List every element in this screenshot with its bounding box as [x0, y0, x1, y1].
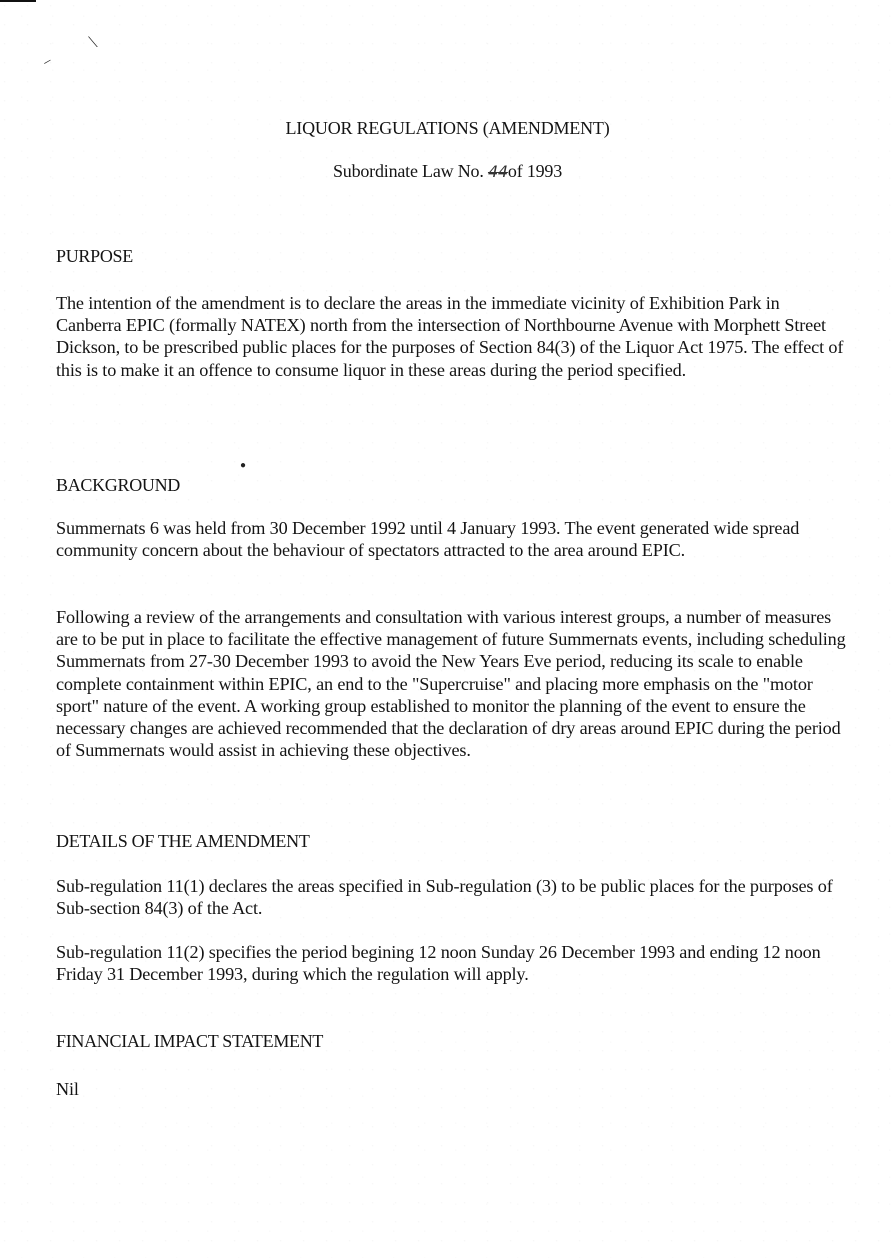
- pen-mark-icon: –: [40, 53, 55, 70]
- subtitle-prefix: Subordinate Law No.: [332, 161, 484, 181]
- document-subtitle: [0, 161, 895, 182]
- background-paragraph-2: Following a review of the arrangements and consultation with various interest groups, a number of measures are to be put in place to facilitate the effective management of future Summernats events, including scheduling Summernats from 27-30 December 1993 to avoid the New Years Eve period, reducing its scale to enable complete containment within EPIC, an end to the "Supercruise" and placing more emphasis on the "motor sport" nature of the event. A working group established to monitor the planning of the event to ensure the necessary changes are achieved recommended that the declaration of dry areas around EPIC during the period of Summernats would assist in achieving these objectives.: [56, 607, 846, 761]
- financial-paragraph: Nil: [56, 1079, 79, 1099]
- details-paragraph-2: Sub-regulation 11(2) specifies the period begining 12 noon Sunday 26 December 1993 and ending 12 noon Friday 31 December 1993, during which the regulation will apply.: [56, 942, 821, 985]
- dot-mark-icon: ●: [240, 460, 247, 471]
- details-paragraph-1: Sub-regulation 11(1) declares the areas specified in Sub-regulation (3) to be public places for the purposes of Sub-section 84(3) of the Act.: [56, 876, 833, 919]
- background-paragraph-1: Summernats 6 was held from 30 December 1992 until 4 January 1993. The event generated wide spread community concern about the behaviour of spectators attracted to the area around EPIC.: [56, 518, 800, 561]
- details-heading: DETAILS OF THE AMENDMENT: [56, 831, 310, 851]
- document-title: LIQUOR REGULATIONS (AMENDMENT): [285, 118, 610, 138]
- financial-heading: FINANCIAL IMPACT STATEMENT: [56, 1031, 324, 1051]
- subtitle-suffix: of 1993: [507, 161, 563, 181]
- handwritten-law-number: 44: [487, 162, 508, 181]
- purpose-heading: PURPOSE: [56, 246, 133, 266]
- background-heading: BACKGROUND: [56, 475, 181, 495]
- tick-mark-icon: ⟍: [88, 36, 98, 51]
- purpose-paragraph: The intention of the amendment is to declare the areas in the immediate vicinity of Exhibition Park in Canberra EPIC (formally NATEX) north from the intersection of Northbourne Avenue with Morphett Street Dickson, to be prescribed public places for the purposes of Section 84(3) of the Liquor Act 1975. The effect of this is to make it an offence to consume liquor in these areas during the period specified.: [56, 293, 844, 380]
- scan-edge-rule: [0, 0, 36, 2]
